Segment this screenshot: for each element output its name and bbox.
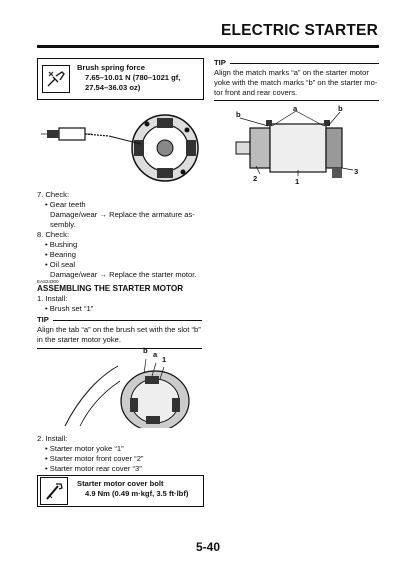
- figure-label-b: b: [143, 346, 148, 355]
- tip-rule-bottom: [214, 100, 379, 101]
- tip-rule-top: [53, 320, 202, 321]
- page-header-title: ELECTRIC STARTER: [220, 22, 378, 39]
- torque-wrench-icon: [40, 477, 68, 505]
- spec-value-line-1: 7.65–10.01 N (780–1021 gf,: [85, 73, 181, 82]
- tip-label: TIP: [214, 58, 226, 67]
- tip-line-2: yoke with the match marks “b” on the starter mo-: [214, 78, 378, 87]
- step-2-item: • Starter motor yoke “1”: [45, 444, 124, 453]
- brush-set-alignment-figure: [60, 346, 200, 428]
- check-8-heading: 8. Check:: [37, 230, 70, 239]
- step-2-item: • Starter motor rear cover “3”: [45, 464, 142, 473]
- section-title: ASSEMBLING THE STARTER MOTOR: [37, 284, 184, 293]
- step-1-item: • Brush set “1”: [45, 304, 94, 313]
- spec-box-brush-spring: [37, 58, 204, 100]
- tip-rule-top: [230, 63, 379, 64]
- brush-spring-force-figure: [37, 104, 202, 186]
- tip-line-2: in the starter motor yoke.: [37, 335, 121, 344]
- spec-value: 4.9 Nm (0.49 m·kgf, 3.5 ft·lbf): [85, 489, 189, 498]
- starter-motor-match-marks-figure: [226, 104, 361, 190]
- check-8-item: • Oil seal: [45, 260, 76, 269]
- figure-label-1: 1: [162, 355, 167, 364]
- tip-label: TIP: [37, 315, 49, 324]
- figure-label-b: b: [338, 104, 343, 113]
- check-8-item: • Bearing: [45, 250, 76, 259]
- figure-label-a: a: [153, 350, 158, 359]
- figure-label-b: b: [236, 110, 241, 119]
- step-1-heading: 1. Install:: [37, 294, 68, 303]
- check-8-item: • Bushing: [45, 240, 78, 249]
- spec-title: Starter motor cover bolt: [77, 479, 164, 488]
- page-number: 5-40: [195, 540, 221, 554]
- section-code: EAS24300: [37, 279, 59, 284]
- check-7-action-line-1: Damage/wear → Replace the armature as-: [50, 210, 195, 219]
- spec-title: Brush spring force: [77, 63, 145, 72]
- brush-spring-gauge-icon: [42, 65, 70, 93]
- step-2-heading: 2. Install:: [37, 434, 68, 443]
- figure-label-a: a: [293, 104, 298, 113]
- figure-label-3: 3: [354, 167, 359, 176]
- tip-line-3: tor front and rear covers.: [214, 88, 298, 97]
- figure-label-2: 2: [253, 174, 258, 183]
- spec-value-line-2: 27.54–36.03 oz): [85, 83, 141, 92]
- tip-line-1: Align the tab “a” on the brush set with the slot “b”: [37, 325, 201, 334]
- check-7-action-line-2: sembly.: [50, 220, 76, 229]
- check-7-item: • Gear teeth: [45, 200, 86, 209]
- figure-label-1: 1: [295, 177, 300, 186]
- check-7-heading: 7. Check:: [37, 190, 70, 199]
- step-2-item: • Starter motor front cover “2”: [45, 454, 144, 463]
- header-rule: [37, 45, 379, 48]
- tip-line-1: Align the match marks “a” on the starter motor: [214, 68, 369, 77]
- spec-box-cover-bolt: [37, 475, 204, 507]
- check-8-action: Damage/wear → Replace the starter motor.: [50, 270, 197, 279]
